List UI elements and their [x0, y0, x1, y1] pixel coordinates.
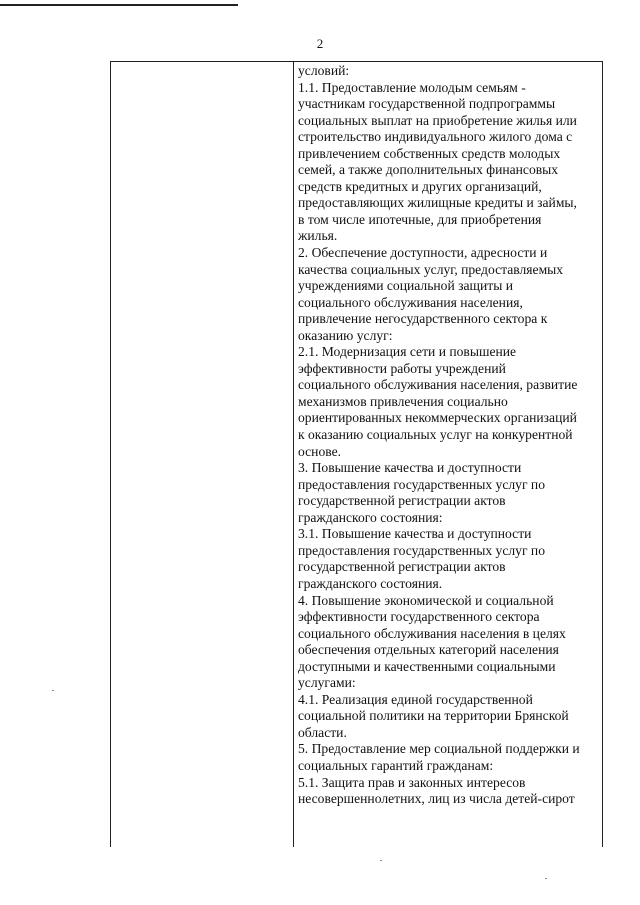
text-line: 4.1. Реализация единой государственной: [298, 691, 533, 707]
text-line: гражданского состояния.: [298, 575, 443, 591]
table-left-cell: [111, 62, 293, 847]
text-line: социальных гарантий гражданам:: [298, 757, 494, 773]
table-right-cell: [298, 63, 598, 808]
document-table: [110, 61, 603, 847]
text-line: 1.1. Предоставление молодым семьям -: [298, 79, 526, 95]
text-line: предоставления государственных услуг по: [298, 542, 546, 558]
text-line: социальных выплат на приобретение жилья или: [298, 112, 577, 128]
text-line: 3. Повышение качества и доступности: [298, 460, 522, 476]
table-column-divider: [293, 62, 294, 847]
text-line: несовершеннолетних, лиц из числа детей-сирот: [298, 791, 575, 807]
text-line: социального обслуживания населения,: [298, 294, 523, 310]
text-line: государственной регистрации актов: [298, 493, 506, 509]
page-number: 2: [316, 36, 324, 51]
text-line: 2.1. Модернизация сети и повышение: [298, 344, 517, 360]
text-line: предоставления государственных услуг по: [298, 476, 546, 492]
text-line: эффективности государственного сектора: [298, 609, 540, 625]
scan-speck: [545, 878, 547, 879]
text-line: доступными и качественными социальными: [298, 658, 556, 674]
text-line: участникам государственной подпрограммы: [298, 96, 556, 112]
text-line: эффективности работы учреждений: [298, 360, 506, 376]
text-line: 4. Повышение экономической и социальной: [298, 592, 554, 608]
text-line: социальной политики на территории Брянской: [298, 708, 569, 724]
text-line: 3.1. Повышение качества и доступности: [298, 526, 532, 542]
text-line: 2. Обеспечение доступности, адресности и: [298, 245, 548, 261]
text-line: области.: [298, 724, 347, 740]
text-line: средств кредитных и других организаций,: [298, 178, 542, 194]
text-line: обеспечения отдельных категорий населения: [298, 642, 559, 658]
text-line: механизмов привлечения социально: [298, 393, 508, 409]
text-line: гражданского состояния:: [298, 509, 443, 525]
text-line: социального обслуживания населения в целях: [298, 625, 566, 641]
text-line: семей, а также дополнительных финансовых: [298, 162, 559, 178]
text-line: строительство индивидуального жилого дома с: [298, 129, 573, 145]
text-line: качества социальных услуг, предоставляемых: [298, 261, 564, 277]
text-line: социального обслуживания населения, развитие: [298, 377, 578, 393]
text-line: 5. Предоставление мер социальной поддержки и: [298, 741, 580, 757]
text-line: привлечение негосударственного сектора к: [298, 311, 548, 327]
text-line: услугами:: [298, 675, 356, 691]
text-line: 5.1. Защита прав и законных интересов: [298, 774, 526, 790]
text-line: привлечением собственных средств молодых: [298, 145, 561, 161]
text-line: государственной регистрации актов: [298, 559, 506, 575]
text-line: оказанию услуг:: [298, 327, 393, 343]
scan-speck: [52, 690, 54, 691]
text-line: основе.: [298, 443, 342, 459]
text-line: учреждениями социальной защиты и: [298, 278, 514, 294]
text-line: ориентированных некоммерческих организаций: [298, 410, 577, 426]
text-line: жилья.: [298, 228, 338, 244]
scan-artifact-line: [0, 4, 238, 6]
text-line: предоставляющих жилищные кредиты и займы,: [298, 195, 577, 211]
scan-speck: [380, 860, 382, 861]
text-line: условий:: [298, 63, 350, 78]
text-line: в том числе ипотечные, для приобретения: [298, 211, 542, 227]
text-line: к оказанию социальных услуг на конкурентной: [298, 427, 573, 443]
